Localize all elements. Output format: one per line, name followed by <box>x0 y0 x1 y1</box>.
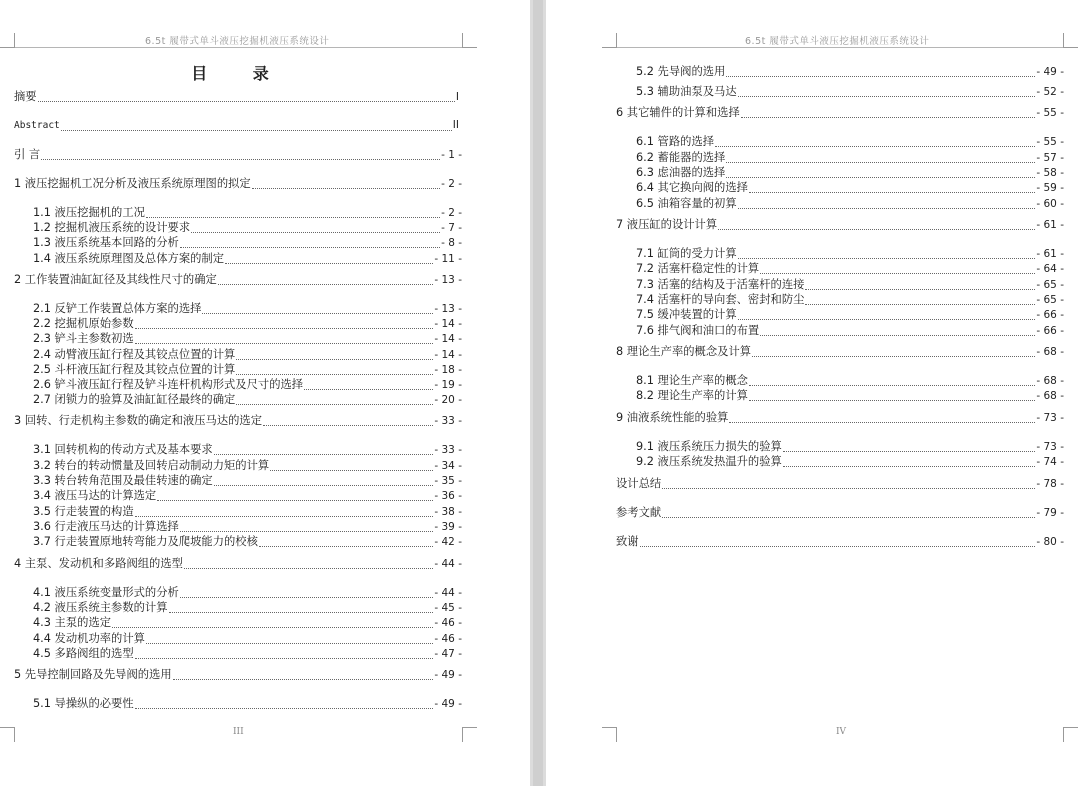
toc-entry[interactable] <box>14 147 462 162</box>
toc-dot-leader <box>173 678 434 680</box>
toc-dot-leader <box>662 487 1035 489</box>
toc-dot-leader <box>41 158 440 160</box>
toc-entry[interactable] <box>616 410 1064 425</box>
toc-entry[interactable] <box>33 301 462 316</box>
toc-entry-page: - 78 - <box>1036 478 1064 490</box>
toc-entry-page: - 55 - <box>1036 136 1064 148</box>
toc-entry-label: 7.6 排气阀和油口的布置 <box>636 324 760 337</box>
toc-entry-label: 8.2 理论生产率的计算 <box>636 389 748 402</box>
toc-entry-page: - 80 - <box>1036 536 1064 548</box>
toc-entry-label: 8.1 理论生产率的概念 <box>636 374 748 387</box>
toc-entry-label: 2.4 动臂液压缸行程及其铰点位置的计算 <box>33 348 236 361</box>
toc-entry[interactable] <box>33 504 462 519</box>
toc-entry-page: - 68 - <box>1036 375 1064 387</box>
toc-entry[interactable] <box>636 180 1064 195</box>
toc-entry-label: 5 先导控制回路及先导阀的选用 <box>14 668 172 681</box>
crop-mark <box>0 727 15 742</box>
toc-dot-leader <box>180 596 434 598</box>
toc-entry[interactable] <box>616 217 1064 232</box>
toc-dot-leader <box>805 288 1035 290</box>
toc-entry-page: I <box>455 91 459 103</box>
toc-entry-page: - 2 - <box>441 178 462 190</box>
toc-entry-label: 7.1 缸筒的受力计算 <box>636 247 737 260</box>
toc-entry-label: 2.5 斗杆液压缸行程及其铰点位置的计算 <box>33 363 236 376</box>
toc-entry-page: - 42 - <box>434 536 462 548</box>
toc-entry[interactable] <box>33 442 462 457</box>
toc-dot-leader <box>218 283 434 285</box>
toc-dot-leader <box>146 642 433 644</box>
toc-entry-label: 3.7 行走装置原地转弯能力及爬坡能力的校核 <box>33 535 258 548</box>
toc-entry-label: 摘要 <box>14 90 37 103</box>
toc-entry-page: - 44 - <box>434 587 462 599</box>
toc-entry[interactable] <box>636 292 1064 307</box>
toc-entry-page: - 1 - <box>441 149 462 161</box>
toc-dot-leader <box>135 327 434 329</box>
toc-entry-label: 4.1 液压系统变量形式的分析 <box>33 586 179 599</box>
toc-dot-leader <box>726 75 1035 77</box>
toc-entry-page: - 60 - <box>1036 198 1064 210</box>
toc-entry[interactable] <box>14 667 462 682</box>
document-page-left <box>0 0 530 786</box>
toc-entry[interactable] <box>616 476 1064 491</box>
toc-entry[interactable] <box>33 220 462 235</box>
toc-dot-leader <box>662 516 1035 518</box>
toc-dot-leader <box>157 499 433 501</box>
toc-entry-page: - 73 - <box>1036 441 1064 453</box>
toc-dot-leader <box>270 469 433 471</box>
toc-entry-page: - 13 - <box>434 274 462 286</box>
toc-entry[interactable] <box>636 165 1064 180</box>
toc-dot-leader <box>760 272 1035 274</box>
toc-entry-label: 2.7 闭锁力的验算及油缸缸径最终的确定 <box>33 393 236 406</box>
page-number: III <box>233 727 244 737</box>
toc-entry[interactable] <box>636 64 1064 79</box>
toc-entry-page: - 33 - <box>434 415 462 427</box>
toc-dot-leader <box>760 334 1035 336</box>
toc-dot-leader <box>738 207 1036 209</box>
toc-entry-page: - 55 - <box>1036 107 1064 119</box>
toc-entry-label: 7.2 活塞杆稳定性的计算 <box>636 262 760 275</box>
toc-entry[interactable] <box>33 205 462 220</box>
toc-entry[interactable] <box>33 615 462 630</box>
toc-entry-page: - 65 - <box>1036 279 1064 291</box>
toc-dot-leader <box>225 262 433 264</box>
toc-entry-label: 7.5 缓冲装置的计算 <box>636 308 737 321</box>
toc-entry-page: - 44 - <box>434 558 462 570</box>
toc-dot-leader <box>61 129 452 131</box>
toc-entry-label: 2.6 铲斗液压缸行程及铲斗连杆机构形式及尺寸的选择 <box>33 378 304 391</box>
page-header: 6.5t 履带式单斗液压挖掘机液压系统设计 <box>745 36 930 47</box>
toc-dot-leader <box>146 216 440 218</box>
toc-entry-page: - 66 - <box>1036 309 1064 321</box>
toc-entry[interactable] <box>636 150 1064 165</box>
toc-dot-leader <box>749 191 1035 193</box>
toc-entry[interactable] <box>636 454 1064 469</box>
toc-entry[interactable] <box>33 631 462 646</box>
toc-entry-label: 5.3 辅助油泵及马达 <box>636 85 737 98</box>
toc-entry-page: - 34 - <box>434 460 462 472</box>
header-rule <box>15 47 463 48</box>
toc-entry-label: 2.2 挖掘机原始参数 <box>33 317 134 330</box>
toc-entry-label: 4.3 主泵的选定 <box>33 616 112 629</box>
toc-entry-page: - 66 - <box>1036 325 1064 337</box>
toc-entry[interactable] <box>33 331 462 346</box>
toc-entry-label: 4.4 发动机功率的计算 <box>33 632 145 645</box>
toc-entry[interactable] <box>33 347 462 362</box>
toc-entry-page: - 13 - <box>434 303 462 315</box>
toc-dot-leader <box>640 545 1036 547</box>
toc-entry-page: - 59 - <box>1036 182 1064 194</box>
toc-dot-leader <box>214 484 434 486</box>
toc-entry[interactable] <box>33 473 462 488</box>
toc-entry-page: - 46 - <box>434 633 462 645</box>
toc-title: 目 录 <box>191 64 289 83</box>
toc-dot-leader <box>112 626 433 628</box>
toc-entry-page: - 39 - <box>434 521 462 533</box>
toc-entry[interactable] <box>33 316 462 331</box>
toc-dot-leader <box>304 388 433 390</box>
toc-dot-leader <box>184 567 433 569</box>
toc-entry-label: 5.2 先导阀的选用 <box>636 65 726 78</box>
toc-entry-label: 7.3 活塞的结构及于活塞杆的连接 <box>636 278 805 291</box>
toc-entry[interactable] <box>636 84 1064 99</box>
toc-dot-leader <box>738 257 1036 259</box>
toc-entry[interactable] <box>33 646 462 661</box>
crop-mark <box>0 33 15 48</box>
toc-entry-page: - 49 - <box>434 669 462 681</box>
toc-entry-label: 1.4 液压系统原理图及总体方案的制定 <box>33 252 225 265</box>
toc-dot-leader <box>236 358 433 360</box>
toc-entry-page: - 18 - <box>434 364 462 376</box>
toc-entry[interactable] <box>14 176 462 191</box>
crop-mark <box>462 33 477 48</box>
toc-entry-label: 9.1 液压系统压力损失的验算 <box>636 440 782 453</box>
toc-dot-leader <box>263 424 433 426</box>
toc-entry-page: - 68 - <box>1036 390 1064 402</box>
toc-entry-label: 6 其它辅件的计算和选择 <box>616 106 740 119</box>
toc-entry-label: 3.4 液压马达的计算选定 <box>33 489 157 502</box>
crop-mark <box>602 727 617 742</box>
toc-entry-label: 9 油液系统性能的验算 <box>616 411 729 424</box>
toc-entry[interactable] <box>33 488 462 503</box>
toc-entry-page: - 79 - <box>1036 507 1064 519</box>
toc-entry[interactable] <box>33 600 462 615</box>
toc-entry[interactable] <box>14 272 462 287</box>
toc-dot-leader <box>202 312 433 314</box>
toc-dot-leader <box>169 611 434 613</box>
toc-entry-page: - 11 - <box>434 253 462 265</box>
toc-dot-leader <box>729 421 1035 423</box>
toc-entry-page: - 14 - <box>434 349 462 361</box>
toc-entry-label: Abstract <box>14 120 60 131</box>
toc-dot-leader <box>726 161 1035 163</box>
toc-entry[interactable] <box>616 105 1064 120</box>
toc-entry-label: 引 言 <box>14 148 41 161</box>
toc-entry-page: - 20 - <box>434 394 462 406</box>
toc-entry-label: 9.2 液压系统发热温升的验算 <box>636 455 782 468</box>
toc-entry[interactable] <box>636 388 1064 403</box>
toc-entry-label: 8 理论生产率的概念及计算 <box>616 345 752 358</box>
toc-entry[interactable] <box>33 585 462 600</box>
toc-dot-leader <box>738 318 1036 320</box>
toc-entry[interactable] <box>33 534 462 549</box>
toc-dot-leader <box>749 384 1035 386</box>
toc-dot-leader <box>135 515 434 517</box>
toc-dot-leader <box>191 231 440 233</box>
toc-dot-leader <box>749 399 1035 401</box>
toc-dot-leader <box>718 228 1035 230</box>
toc-entry[interactable] <box>636 373 1064 388</box>
toc-entry-label: 致谢 <box>616 535 639 548</box>
toc-entry-label: 3.3 转台转角范围及最佳转速的确定 <box>33 474 213 487</box>
toc-entry[interactable] <box>33 696 462 711</box>
toc-dot-leader <box>180 246 440 248</box>
toc-dot-leader <box>752 355 1035 357</box>
toc-entry-label: 2.3 铲斗主参数初选 <box>33 332 134 345</box>
toc-entry[interactable] <box>33 251 462 266</box>
toc-entry-page: - 61 - <box>1036 248 1064 260</box>
toc-entry[interactable] <box>33 458 462 473</box>
toc-dot-leader <box>741 116 1036 118</box>
toc-entry[interactable] <box>33 392 462 407</box>
toc-entry-label: 1.2 挖掘机液压系统的设计要求 <box>33 221 191 234</box>
toc-entry-label: 6.4 其它换向阀的选择 <box>636 181 748 194</box>
toc-entry-page: - 47 - <box>434 648 462 660</box>
toc-entry-page: - 33 - <box>434 444 462 456</box>
toc-entry-page: - 74 - <box>1036 456 1064 468</box>
toc-dot-leader <box>135 707 434 709</box>
page-number: IV <box>836 727 847 737</box>
toc-entry-page: - 38 - <box>434 506 462 518</box>
toc-entry-page: - 46 - <box>434 617 462 629</box>
toc-entry-label: 4.2 液压系统主参数的计算 <box>33 601 168 614</box>
toc-entry-page: - 8 - <box>441 237 462 249</box>
toc-entry-label: 7.4 活塞杆的导向套、密封和防尘 <box>636 293 805 306</box>
toc-entry-page: - 58 - <box>1036 167 1064 179</box>
toc-entry-label: 2 工作装置油缸缸径及其线性尺寸的确定 <box>14 273 217 286</box>
page-gutter <box>530 0 546 786</box>
toc-dot-leader <box>715 145 1035 147</box>
crop-mark <box>602 33 617 48</box>
toc-entry[interactable] <box>14 556 462 571</box>
toc-entry[interactable] <box>14 413 462 428</box>
toc-dot-leader <box>236 373 433 375</box>
toc-entry-page: - 49 - <box>1036 66 1064 78</box>
toc-entry[interactable] <box>33 519 462 534</box>
toc-entry-page: - 2 - <box>441 207 462 219</box>
toc-entry[interactable] <box>636 246 1064 261</box>
toc-entry-label: 1.1 液压挖掘机的工况 <box>33 206 145 219</box>
toc-entry[interactable] <box>33 235 462 250</box>
toc-entry-label: 5.1 导操纵的必要性 <box>33 697 134 710</box>
toc-dot-leader <box>252 187 440 189</box>
toc-dot-leader <box>214 453 434 455</box>
toc-entry-label: 设计总结 <box>616 477 662 490</box>
toc-entry-label: 4 主泵、发动机和多路阀组的选型 <box>14 557 183 570</box>
toc-entry[interactable] <box>636 277 1064 292</box>
toc-entry-page: - 64 - <box>1036 263 1064 275</box>
toc-entry-label: 6.5 油箱容量的初算 <box>636 197 737 210</box>
toc-entry-page: - 45 - <box>434 602 462 614</box>
toc-entry-page: - 14 - <box>434 333 462 345</box>
toc-entry-page: II <box>452 119 459 131</box>
toc-entry-label: 3.1 回转机构的传动方式及基本要求 <box>33 443 213 456</box>
page-header: 6.5t 履带式单斗液压挖掘机液压系统设计 <box>145 36 330 47</box>
toc-entry-page: - 73 - <box>1036 412 1064 424</box>
toc-entry-page: - 36 - <box>434 490 462 502</box>
toc-entry-label: 3.5 行走装置的构造 <box>33 505 134 518</box>
toc-dot-leader <box>180 530 434 532</box>
toc-entry-page: - 57 - <box>1036 152 1064 164</box>
toc-entry[interactable] <box>14 118 459 133</box>
toc-entry-page: - 61 - <box>1036 219 1064 231</box>
toc-entry-page: - 68 - <box>1036 346 1064 358</box>
toc-entry[interactable] <box>636 196 1064 211</box>
toc-dot-leader <box>783 450 1036 452</box>
toc-entry[interactable] <box>616 344 1064 359</box>
toc-entry-page: - 7 - <box>441 222 462 234</box>
crop-mark <box>1063 727 1078 742</box>
header-rule <box>616 47 1064 48</box>
toc-entry[interactable] <box>33 362 462 377</box>
toc-entry-page: - 35 - <box>434 475 462 487</box>
crop-mark <box>462 727 477 742</box>
toc-dot-leader <box>236 403 433 405</box>
toc-entry-label: 参考文献 <box>616 506 662 519</box>
toc-entry-label: 2.1 反铲工作装置总体方案的选择 <box>33 302 202 315</box>
document-page-right <box>546 0 1090 786</box>
toc-entry-page: - 14 - <box>434 318 462 330</box>
crop-mark <box>1063 33 1078 48</box>
toc-entry-page: - 52 - <box>1036 86 1064 98</box>
toc-entry-page: - 19 - <box>434 379 462 391</box>
toc-dot-leader <box>135 342 434 344</box>
toc-entry-label: 1.3 液压系统基本回路的分析 <box>33 236 179 249</box>
toc-entry[interactable] <box>636 261 1064 276</box>
toc-entry[interactable] <box>616 534 1064 549</box>
toc-entry-label: 7 液压缸的设计计算 <box>616 218 718 231</box>
toc-entry-label: 3 回转、行走机构主参数的确定和液压马达的选定 <box>14 414 263 427</box>
toc-entry[interactable] <box>636 307 1064 322</box>
toc-dot-leader <box>259 545 433 547</box>
toc-entry[interactable] <box>636 323 1064 338</box>
toc-entry-label: 3.2 转台的转动惯量及回转启动制动力矩的计算 <box>33 459 270 472</box>
toc-dot-leader <box>135 657 434 659</box>
toc-dot-leader <box>38 100 455 102</box>
toc-entry-page: - 49 - <box>434 698 462 710</box>
toc-dot-leader <box>783 465 1036 467</box>
toc-entry[interactable] <box>33 377 462 392</box>
toc-dot-leader <box>738 95 1036 97</box>
toc-entry-label: 3.6 行走液压马达的计算选择 <box>33 520 179 533</box>
toc-entry-label: 6.3 虑油器的选择 <box>636 166 726 179</box>
toc-entry-label: 6.1 管路的选择 <box>636 135 715 148</box>
toc-entry-label: 6.2 蓄能器的选择 <box>636 151 726 164</box>
toc-entry[interactable] <box>636 134 1064 149</box>
toc-entry[interactable] <box>636 439 1064 454</box>
toc-entry-label: 4.5 多路阀组的选型 <box>33 647 134 660</box>
toc-entry-page: - 65 - <box>1036 294 1064 306</box>
toc-entry[interactable] <box>14 89 459 104</box>
toc-entry[interactable] <box>616 505 1064 520</box>
toc-dot-leader <box>726 176 1035 178</box>
toc-entry-label: 1 液压挖掘机工况分析及液压系统原理图的拟定 <box>14 177 251 190</box>
toc-dot-leader <box>805 303 1035 305</box>
